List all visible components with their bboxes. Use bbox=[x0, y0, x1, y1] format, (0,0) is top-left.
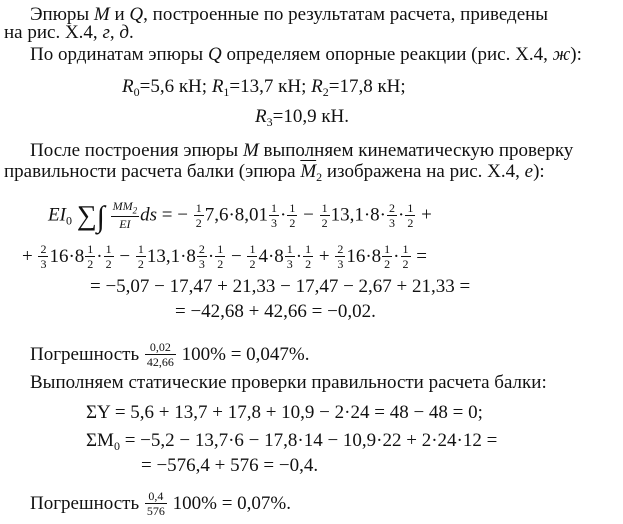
frac-num: 1 bbox=[105, 242, 112, 256]
frac-num: 1 bbox=[217, 242, 224, 256]
text: · bbox=[207, 245, 215, 267]
fraction bbox=[320, 202, 330, 229]
text: Эпюры bbox=[30, 4, 94, 25]
fraction bbox=[382, 243, 392, 270]
fraction bbox=[401, 243, 411, 270]
text: 13,1·8 bbox=[146, 245, 196, 267]
fig-ref-zh: ж bbox=[552, 44, 571, 65]
subscript: 2 bbox=[132, 205, 138, 216]
frac-den: 2 bbox=[249, 257, 256, 271]
fraction bbox=[215, 243, 225, 270]
reaction-R3: =10,9 кН. bbox=[272, 106, 350, 127]
frac-num: 1 bbox=[321, 200, 328, 215]
frac-num: 1 bbox=[271, 200, 278, 215]
text: , построенные по результатам расчета, приведены bbox=[143, 4, 549, 25]
frac-num: 1 bbox=[289, 200, 296, 215]
frac-den: 2 bbox=[407, 215, 414, 230]
equation-line4: = −42,68 + 42,66 = −0,02. bbox=[175, 301, 376, 322]
frac-den: 2 bbox=[195, 215, 202, 230]
text: · bbox=[280, 204, 287, 226]
text: 1 bbox=[258, 204, 269, 226]
var-EI: EI bbox=[48, 204, 66, 226]
fraction bbox=[104, 243, 114, 270]
text: 13,1·8· bbox=[330, 204, 386, 226]
frac-num: 1 bbox=[407, 200, 414, 215]
text: = −5,2 − 13,7·6 − 17,8·14 − 10,9·22 + 2·24·12 = bbox=[119, 430, 498, 451]
frac-num: 1 bbox=[286, 242, 293, 256]
equation-line2 bbox=[22, 244, 427, 271]
fraction bbox=[136, 243, 146, 270]
text: · bbox=[96, 245, 103, 267]
frac-den: 42,66 bbox=[146, 355, 174, 369]
fig-ref-e: е bbox=[524, 161, 534, 182]
fraction bbox=[387, 202, 397, 229]
text: − bbox=[231, 245, 242, 267]
para3-line2 bbox=[4, 161, 545, 183]
subscript: 1 bbox=[223, 85, 230, 99]
frac-den: 576 bbox=[146, 504, 165, 518]
text: правильности расчета балки (эпюра bbox=[4, 161, 301, 182]
sum-m-line2: = −576,4 + 576 = −0,4. bbox=[141, 455, 319, 476]
fraction bbox=[405, 202, 415, 229]
var-M: M bbox=[93, 4, 110, 25]
text: 4·8 bbox=[258, 245, 284, 267]
para2-line1 bbox=[30, 44, 582, 66]
fraction bbox=[197, 243, 207, 270]
frac-num: 2 bbox=[337, 242, 344, 256]
para1-line2 bbox=[4, 22, 134, 44]
frac-den: 2 bbox=[137, 257, 144, 271]
fraction bbox=[247, 243, 257, 270]
text: 100% = 0,07%. bbox=[167, 492, 291, 514]
error-line1 bbox=[30, 342, 310, 369]
text: ): bbox=[570, 44, 582, 65]
equation-line3: = −5,07 − 17,47 + 21,33 − 17,47 − 2,67 + 21,33 = bbox=[90, 276, 471, 297]
frac-den: 2 bbox=[321, 215, 328, 230]
text: MM bbox=[112, 199, 133, 213]
frac-den: 3 bbox=[389, 215, 395, 230]
fraction bbox=[303, 243, 313, 270]
frac-num: 1 bbox=[87, 242, 94, 256]
frac-den: 2 bbox=[105, 257, 112, 271]
subscript: 3 bbox=[266, 115, 273, 129]
para4-line: Выполняем статические проверки правильности расчета балки: bbox=[30, 372, 547, 393]
sum-m-line bbox=[86, 430, 497, 452]
frac-num: 2 bbox=[389, 200, 395, 215]
var-M: M bbox=[242, 140, 259, 161]
text: на рис. X.4, bbox=[4, 22, 103, 43]
text: · bbox=[295, 245, 303, 267]
frac-den: EI bbox=[119, 217, 131, 232]
fraction bbox=[85, 243, 95, 270]
text: изображена на рис. X.4, bbox=[322, 161, 525, 182]
subscript: 0 bbox=[133, 85, 140, 99]
text: + bbox=[318, 245, 330, 267]
text: , bbox=[109, 22, 120, 43]
sum-symbol: ∑ bbox=[76, 200, 97, 232]
text: + bbox=[22, 245, 33, 267]
fraction bbox=[287, 202, 297, 229]
frac-num: 0,4 bbox=[145, 490, 167, 504]
text: и bbox=[109, 4, 130, 25]
frac-den: 3 bbox=[198, 257, 205, 271]
frac-den: 2 bbox=[384, 257, 391, 271]
var-R: R bbox=[211, 76, 224, 97]
fraction bbox=[269, 202, 279, 229]
text: 100% = 0,047%. bbox=[176, 343, 310, 365]
text: ): bbox=[533, 161, 545, 182]
frac-den: 3 bbox=[337, 257, 344, 271]
fraction bbox=[38, 243, 48, 270]
frac-num: 2 bbox=[198, 242, 205, 256]
text: Погрешность bbox=[30, 343, 144, 365]
var-M-bar: $\overline{M}$ bbox=[300, 161, 317, 182]
reactions-line bbox=[122, 76, 406, 98]
reaction-R2: =17,8 кН; bbox=[328, 76, 406, 97]
text: 7,6·8,0 bbox=[204, 204, 259, 226]
para3-line1 bbox=[30, 140, 573, 162]
text: = − bbox=[161, 204, 188, 226]
frac-den: 3 bbox=[40, 257, 47, 271]
frac-num: 2 bbox=[40, 242, 47, 256]
subscript: 2 bbox=[322, 85, 329, 99]
integral-symbol: ∫ bbox=[96, 200, 105, 234]
error-line2 bbox=[30, 491, 291, 518]
subscript: 2 bbox=[316, 170, 323, 184]
text: После построения эпюры bbox=[30, 140, 243, 161]
equation-line1 bbox=[48, 199, 432, 234]
fig-ref-d: д bbox=[119, 22, 129, 43]
frac-num bbox=[111, 200, 140, 217]
text: . bbox=[128, 22, 134, 43]
text: · bbox=[393, 245, 400, 267]
reaction-R0: =5,6 кН; bbox=[139, 76, 208, 97]
text: 16·8 bbox=[346, 245, 382, 267]
fraction bbox=[145, 490, 167, 517]
text: − bbox=[303, 204, 314, 226]
text: · bbox=[398, 204, 405, 226]
text: + bbox=[421, 204, 432, 226]
fraction bbox=[194, 202, 204, 229]
text: определяем опорные реакции (рис. X.4, bbox=[221, 44, 553, 65]
fraction bbox=[285, 243, 295, 270]
frac-num: 1 bbox=[402, 242, 409, 256]
text: − bbox=[119, 245, 131, 267]
subscript: 0 bbox=[113, 439, 120, 453]
frac-den: 2 bbox=[87, 257, 94, 271]
reaction-R1: =13,7 кН; bbox=[229, 76, 307, 97]
fraction bbox=[335, 243, 345, 270]
subscript: 0 bbox=[65, 213, 72, 228]
frac-den: 2 bbox=[402, 257, 409, 271]
frac-den: 2 bbox=[289, 215, 296, 230]
frac-den: 2 bbox=[217, 257, 224, 271]
reaction-R3-line bbox=[255, 106, 349, 128]
text: выполняем кинематическую проверку bbox=[258, 140, 574, 161]
var-sum-M: ΣM bbox=[86, 430, 114, 451]
var-R: R bbox=[122, 76, 134, 97]
text: 16·8 bbox=[49, 245, 85, 267]
frac-num: 0,02 bbox=[145, 341, 176, 355]
var-R: R bbox=[255, 106, 267, 127]
var-Q: Q bbox=[207, 44, 222, 65]
frac-num: 1 bbox=[305, 242, 312, 256]
var-Q: Q bbox=[129, 4, 144, 25]
frac-num: 1 bbox=[195, 200, 202, 215]
var-R: R bbox=[311, 76, 323, 97]
frac-num: 1 bbox=[137, 242, 144, 256]
fig-ref-g: г bbox=[102, 22, 110, 43]
sum-y-line: ΣY = 5,6 + 13,7 + 17,8 + 10,9 − 2·24 = 48 − 48 = 0; bbox=[86, 402, 483, 423]
integrand-fraction bbox=[111, 200, 140, 230]
var-ds: ds bbox=[140, 204, 158, 226]
text: = bbox=[416, 245, 427, 267]
frac-den: 3 bbox=[286, 257, 293, 271]
frac-num: 1 bbox=[384, 242, 391, 256]
text: По ординатам эпюры bbox=[30, 44, 208, 65]
text: Погрешность bbox=[30, 492, 144, 514]
frac-den: 2 bbox=[305, 257, 312, 271]
frac-den: 3 bbox=[271, 215, 278, 230]
frac-num: 1 bbox=[249, 242, 256, 256]
fraction bbox=[145, 341, 176, 368]
